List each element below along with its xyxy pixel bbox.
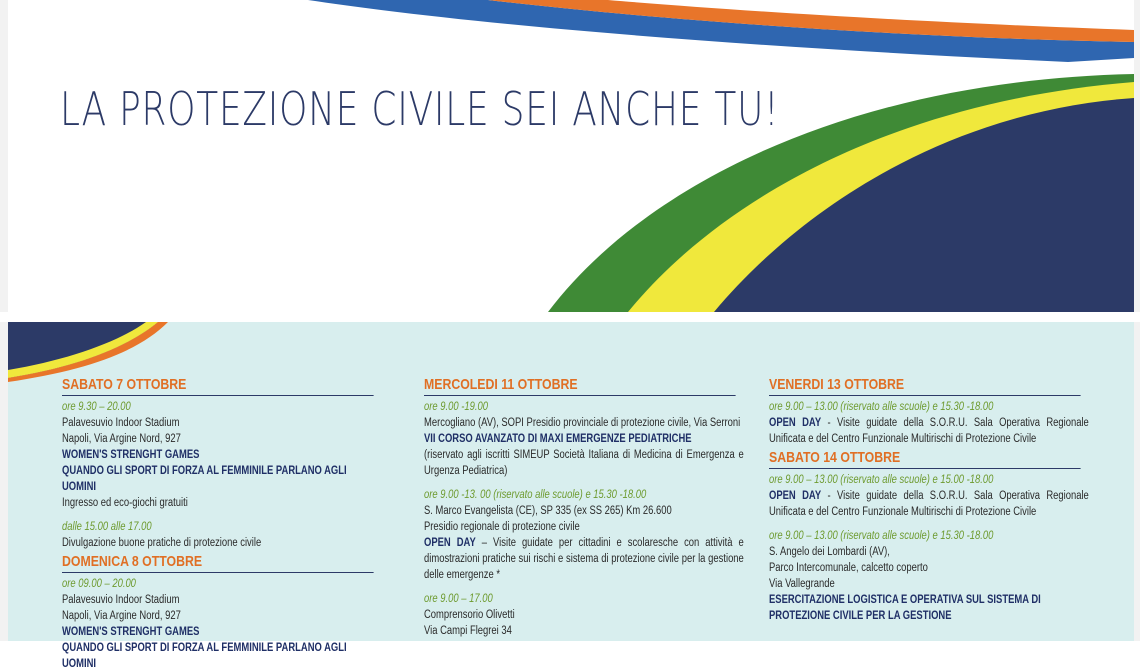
open-day-label: OPEN DAY (769, 490, 822, 502)
event-venue: Palavesuvio Indoor Stadium (62, 417, 180, 429)
event-address: Napoli, Via Argine Nord, 927 (62, 610, 181, 622)
event-note: Ingresso ed eco-giochi gratuiti (62, 497, 188, 509)
event-time: ore 09.00 – 20.00 (62, 578, 136, 590)
event-description: (riservato agli iscritti SIMEUP Società Italiana di Medicina di Emergenza e Urgenza Pediatrica) (424, 449, 744, 477)
event-venue: S. Angelo dei Lombardi (AV), (769, 546, 890, 558)
schedule-column-3 (769, 374, 1089, 624)
open-day-label: OPEN DAY (424, 537, 476, 549)
day-heading: SABATO 7 OTTOBRE (62, 376, 374, 396)
top-banner (8, 0, 1134, 312)
event-time: ore 9.00 -13. 00 (riservato alle scuole) e 15.30 -18.00 (424, 489, 647, 501)
event-subtitle: QUANDO GLI SPORT DI FORZA AL FEMMINILE PARLANO AGLI UOMINI (62, 465, 347, 493)
open-day-description: – Visite guidate per cittadini e scolaresche con attività e dimostrazioni pratiche sui rischi e sistema di protezione civile per la gestione delle emergenze * (424, 537, 744, 581)
banner-headline: LA PROTEZIONE CIVILE SEI ANCHE TU! (60, 82, 780, 136)
event-title: WOMEN'S STRENGHT GAMES (62, 626, 200, 638)
event-time: ore 9.00 – 13.00 (riservato alle scuole) e 15.00 -18.00 (769, 474, 994, 486)
section-gap (0, 312, 1140, 322)
day-heading: SABATO 14 OTTOBRE (769, 449, 1081, 469)
event-subtitle: QUANDO GLI SPORT DI FORZA AL FEMMINILE PARLANO AGLI UOMINI (62, 642, 347, 670)
event-time: ore 9.00 – 13.00 (riservato alle scuole) e 15.30 -18.00 (769, 530, 994, 542)
day-heading: VENERDI 13 OTTOBRE (769, 376, 1081, 396)
event-title: WOMEN'S STRENGHT GAMES (62, 449, 200, 461)
event-time: ore 9.00 -19.00 (424, 401, 488, 413)
event-description (424, 535, 744, 583)
schedule-column-2 (424, 374, 744, 639)
event-title: ESERCITAZIONE LOGISTICA E OPERATIVA SUL SISTEMA DI PROTEZIONE CIVILE PER LA GESTIONE (769, 594, 1041, 622)
event-venue-detail: Presidio regionale di protezione civile (424, 521, 580, 533)
event-venue-detail: Parco Intercomunale, calcetto coperto (769, 562, 928, 574)
events-flyer (8, 322, 1134, 670)
event-description (769, 488, 1089, 520)
event-description (769, 415, 1089, 447)
event-time: ore 9.30 – 20.00 (62, 401, 131, 413)
day-heading: DOMENICA 8 OTTOBRE (62, 553, 374, 573)
event-venue: Comprensorio Olivetti (424, 609, 515, 621)
event-address: Via Vallegrande (769, 578, 835, 590)
event-address: Napoli, Via Argine Nord, 927 (62, 433, 181, 445)
schedule-column-1 (62, 374, 382, 672)
event-venue: Mercogliano (AV), SOPI Presidio provinciale di protezione civile, Via Serroni (424, 417, 741, 429)
event-time: dalle 15.00 alle 17.00 (62, 521, 152, 533)
event-venue: Palavesuvio Indoor Stadium (62, 594, 180, 606)
open-day-description: - Visite guidate della S.O.R.U. Sala Operativa Regionale Unificata e del Centro Funzionale Multirischi di Protezione Civile (769, 490, 1089, 518)
event-time: ore 9.00 – 17.00 (424, 593, 493, 605)
event-title: VII CORSO AVANZATO DI MAXI EMERGENZE PEDIATRICHE (424, 433, 692, 445)
event-venue: S. Marco Evangelista (CE), SP 335 (ex SS 265) Km 26.600 (424, 505, 672, 517)
event-note: Divulgazione buone pratiche di protezione civile (62, 537, 262, 549)
banner-swoosh-graphic (8, 0, 1134, 312)
open-day-label: OPEN DAY (769, 417, 822, 429)
event-address: Via Campi Flegrei 34 (424, 625, 512, 637)
day-heading: MERCOLEDI 11 OTTOBRE (424, 376, 736, 396)
open-day-description: - Visite guidate della S.O.R.U. Sala Operativa Regionale Unificata e del Centro Funzionale Multirischi di Protezione Civile (769, 417, 1089, 445)
event-time: ore 9.00 – 13.00 (riservato alle scuole) e 15.30 -18.00 (769, 401, 994, 413)
